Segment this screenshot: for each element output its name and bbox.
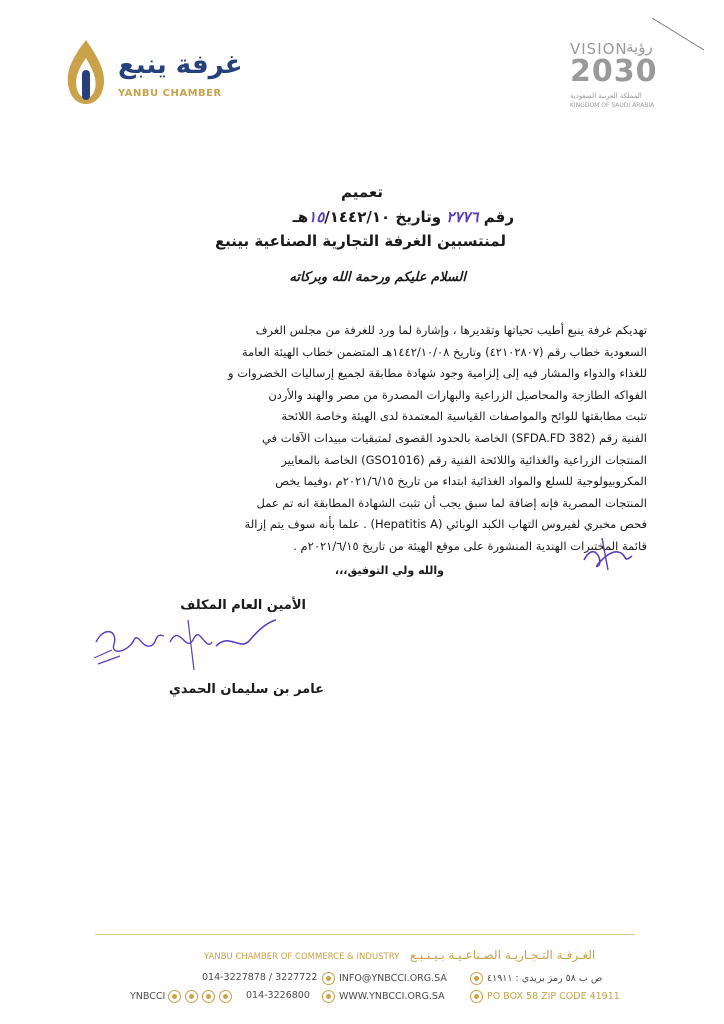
ref-number: ٢٧٧٦ <box>446 208 479 226</box>
footer-org-english: YANBU CHAMBER OF COMMERCE & INDUSTRY <box>204 952 400 962</box>
yanbu-chamber-logo <box>60 38 243 118</box>
body-line: المكروبيولوجية للسلع والمواد الغذائية ابتداء من تاريخ ٢٠٢١/٦/١٥م ،وفيما يخص <box>275 474 647 489</box>
greeting-line: السلام عليكم ورحمة الله وبركاته <box>289 270 466 285</box>
vision-word: VISION <box>570 40 628 58</box>
body-line: السعودية خطاب رقم (٤٢١٠٢٨٠٧) وتاريخ ١٤٤٢/١٠/٠٨هـ المتضمن خطاب الهيئة العامة <box>241 344 647 359</box>
body-line: تهديكم غرفة ينبع أطيب تحياتها وتقديرها ، وإشارة لما ورد للغرفة من مجلس الغرف <box>255 323 647 337</box>
body-line: المنتجات الزراعية والغذائية واللائحة الفنية رقم (GSO1016) الخاصة بالمعايير <box>281 452 647 467</box>
body-line: الفنية رقم (SFDA.FD 382) الخاصة بالحدود القصوى لمتبقيات مبيدات الآفات في <box>261 430 647 445</box>
ref-date-rest: /١٤٤٢/١٠هـ <box>292 208 391 226</box>
facebook-icon[interactable] <box>168 990 181 1003</box>
body-line: قائمة المختبرات الهندية المنشورة على موقع الهيئة من تاريخ ٢٠٢١/٦/١٥م . <box>293 538 647 553</box>
website-text[interactable]: WWW.YNBCCI.ORG.SA <box>339 991 445 1002</box>
body-line: للغذاء والدواء والمشار فيه إلى إلزامية وجود شهادة مطابقة لجميع إرساليات الخضروات و <box>228 366 647 381</box>
globe-icon <box>322 990 335 1003</box>
ref-date-word: وتاريخ <box>395 208 442 226</box>
footer-social <box>130 990 236 1003</box>
letter-title: تعميم <box>340 183 384 201</box>
footer-phone <box>246 990 310 1001</box>
signer-name: عامر بن سليمان الحمدي <box>169 682 324 697</box>
reference-line <box>293 208 514 226</box>
footer-email[interactable] <box>322 972 447 985</box>
chamber-drop-icon <box>60 38 112 116</box>
body-line: تثبت مطابقتها للوائح والمواصفات القياسية المعتمدة لدى الهيئة وخاصة اللائحة <box>281 409 647 424</box>
logo-arabic-text: غرفة ينبع <box>118 50 243 80</box>
vision-arabic: رؤية <box>626 38 653 56</box>
mailbox-icon <box>470 972 483 985</box>
body-line: الفواكه الطازجة والمحاصيل الزراعية والبهارات المصدرة من مصر والهند والأردن <box>268 387 647 402</box>
body-line: المنتجات المصرية فإنه إضافة لما سبق يجب أن تثبت الشهادة المطابقة انه تم عمل <box>256 495 647 510</box>
ref-date-day: ١٥ <box>308 208 325 226</box>
youtube-icon[interactable] <box>202 990 215 1003</box>
letter-body <box>75 320 647 558</box>
social-handle: YNBCCI <box>130 991 166 1002</box>
footer-pobox-english <box>470 990 620 1003</box>
email-icon <box>322 972 335 985</box>
footer-divider <box>95 934 635 935</box>
email-text[interactable]: INFO@YNBCCI.ORG.SA <box>339 973 447 984</box>
scan-corner-mark <box>648 14 708 54</box>
recipients-line: لمنتسبين الغرفة التجارية الصناعية بينبع <box>214 232 506 250</box>
fax-text: 014-3227878 / 3227722 <box>202 972 318 983</box>
vision-year: 2030 <box>570 54 658 89</box>
pobox-en-text: PO BOX 58 ZIP CODE 41911 <box>487 991 620 1002</box>
phone-text: 014-3226800 <box>246 990 310 1001</box>
twitter-icon[interactable] <box>185 990 198 1003</box>
ref-prefix: رقم <box>483 208 514 226</box>
signer-position: الأمين العام المكلف <box>180 598 306 613</box>
pin-icon <box>470 990 483 1003</box>
closing-line: والله ولي التوفيق،،، <box>334 564 444 577</box>
footer-org-arabic: الغـرفـة التـجـاريـة الصـناعـيـة بـيـنـبـع <box>410 948 596 962</box>
footer-fax <box>202 972 317 983</box>
instagram-icon[interactable] <box>219 990 232 1003</box>
footer-website[interactable] <box>322 990 445 1003</box>
pobox-ar-text: ص ب ٥٨ رمز بريدي : ٤١٩١١ <box>487 973 603 984</box>
logo-english-text: YANBU CHAMBER <box>118 88 222 99</box>
body-line: فحص مخبري لفيروس التهاب الكبد الوبائي (Hepatitis A) . علما بأنه سوف يتم إزالة <box>244 517 647 532</box>
vision-subtitle-english: KINGDOM OF SAUDI ARABIA <box>570 102 655 109</box>
handwritten-signature <box>90 612 280 678</box>
vision-subtitle-arabic: المملكة العربية السعودية <box>570 92 642 100</box>
footer-pobox-arabic <box>470 972 602 985</box>
initials-signature <box>578 532 638 572</box>
